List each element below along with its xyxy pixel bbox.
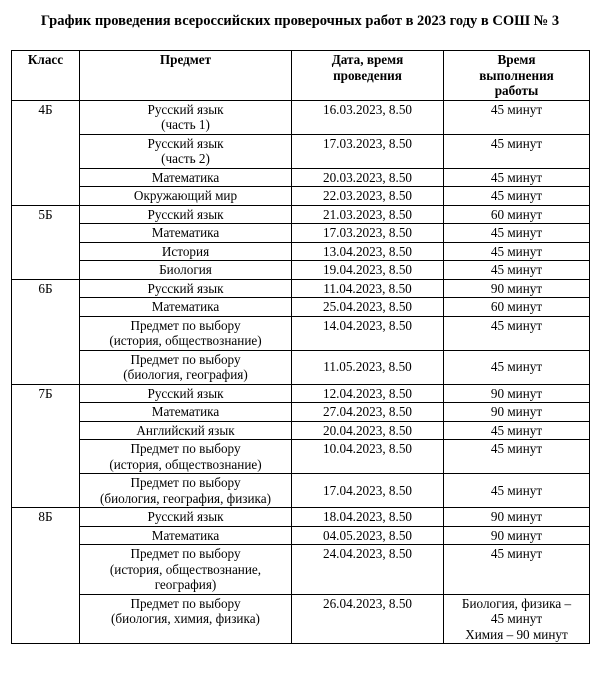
table-row (12, 526, 590, 545)
subject-line: Предмет по выбору (130, 351, 241, 367)
table-row (12, 100, 590, 134)
date-cell: 16.03.2023, 8.50 (292, 100, 444, 134)
duration-cell (444, 224, 590, 243)
subject-line: Русский язык (147, 509, 224, 524)
subject-line: Математика (151, 299, 220, 314)
date-cell: 26.04.2023, 8.50 (292, 594, 444, 644)
subject-line: Русский язык (147, 280, 224, 296)
date-cell: 27.04.2023, 8.50 (292, 403, 444, 422)
subject-cell (80, 261, 292, 280)
date-cell: 21.03.2023, 8.50 (292, 205, 444, 224)
table-row (12, 224, 590, 243)
duration-cell (444, 298, 590, 317)
table-row (12, 421, 590, 440)
subject-cell (80, 242, 292, 261)
subject-line: Предмет по выбору (130, 595, 241, 611)
duration-cell (444, 187, 590, 206)
page-title: График проведения всероссийских проверочных работ в 2023 году в СОШ № 3 (40, 13, 560, 29)
duration-line: 45 минут (490, 317, 543, 333)
subject-cell (80, 440, 292, 474)
date-cell: 11.05.2023, 8.50 (292, 350, 444, 384)
date-cell: 17.04.2023, 8.50 (292, 474, 444, 508)
duration-cell (444, 508, 590, 527)
duration-line: 45 минут (490, 441, 543, 456)
header-row (12, 51, 590, 101)
date-cell: 22.03.2023, 8.50 (292, 187, 444, 206)
duration-cell (444, 421, 590, 440)
subject-line: Английский язык (136, 422, 235, 438)
duration-cell (444, 545, 590, 595)
table-row (12, 594, 590, 644)
table-row (12, 279, 590, 298)
subject-line: (биология, химия, физика) (111, 611, 260, 626)
subject-line: Биология (159, 262, 212, 277)
subject-cell (80, 350, 292, 384)
subject-line: Русский язык (147, 101, 224, 117)
table-row (12, 298, 590, 317)
subject-cell (80, 100, 292, 134)
duration-line: 60 минут (490, 206, 543, 222)
date-cell: 14.04.2023, 8.50 (292, 316, 444, 350)
subject-line: Предмет по выбору (130, 475, 241, 490)
subject-cell (80, 594, 292, 644)
date-cell: 11.04.2023, 8.50 (292, 279, 444, 298)
table-row (12, 261, 590, 280)
subject-line: Математика (151, 404, 220, 419)
duration-line: 45 минут (490, 243, 543, 259)
subject-cell (80, 279, 292, 298)
duration-cell (444, 474, 590, 508)
duration-line: 45 минут (490, 225, 543, 240)
subject-line: Русский язык (147, 385, 224, 401)
schedule-table (11, 50, 590, 644)
duration-line: 90 минут (490, 385, 543, 401)
header-subject: Предмет (80, 51, 292, 101)
table-row (12, 187, 590, 206)
subject-line: История (161, 243, 210, 259)
table-row (12, 205, 590, 224)
table-row (12, 350, 590, 384)
duration-cell (444, 205, 590, 224)
header-date-line: Дата, время (331, 52, 404, 67)
duration-cell (444, 384, 590, 403)
date-cell: 13.04.2023, 8.50 (292, 242, 444, 261)
date-cell: 24.04.2023, 8.50 (292, 545, 444, 595)
class-cell: 7Б (12, 384, 80, 508)
class-cell: 8Б (12, 508, 80, 644)
subject-line: Предмет по выбору (130, 317, 241, 333)
duration-cell (444, 594, 590, 644)
subject-cell (80, 298, 292, 317)
duration-cell (444, 350, 590, 384)
header-class: Класс (12, 51, 80, 101)
duration-line: 45 минут (490, 101, 543, 117)
subject-cell (80, 187, 292, 206)
duration-cell (444, 261, 590, 280)
duration-cell (444, 242, 590, 261)
header-duration-line: Время (497, 52, 536, 67)
subject-line: Математика (151, 527, 220, 543)
duration-line: 45 минут (490, 188, 543, 203)
duration-line: 60 минут (490, 299, 543, 314)
duration-cell (444, 100, 590, 134)
duration-line: Химия – 90 минут (465, 626, 568, 642)
subject-cell (80, 224, 292, 243)
table-row (12, 474, 590, 508)
subject-cell (80, 384, 292, 403)
date-cell: 12.04.2023, 8.50 (292, 384, 444, 403)
duration-cell (444, 168, 590, 187)
header-duration (444, 51, 590, 101)
subject-line: (часть 2) (161, 151, 210, 166)
subject-line: Математика (151, 169, 220, 185)
table-row (12, 440, 590, 474)
date-cell: 19.04.2023, 8.50 (292, 261, 444, 280)
duration-line: 90 минут (490, 509, 543, 524)
table-row (12, 545, 590, 595)
date-cell: 04.05.2023, 8.50 (292, 526, 444, 545)
header-date-line: проведения (333, 67, 402, 83)
table-row (12, 242, 590, 261)
subject-line: Предмет по выбору (130, 546, 241, 561)
duration-line: 90 минут (490, 527, 543, 543)
duration-cell (444, 440, 590, 474)
subject-cell (80, 545, 292, 595)
subject-line: география) (154, 577, 217, 592)
header-date (292, 51, 444, 101)
subject-line: (биология, география, физика) (100, 490, 271, 506)
header-duration-line: работы (494, 83, 539, 98)
subject-line: (история, обществознание) (109, 456, 262, 472)
duration-cell (444, 526, 590, 545)
subject-cell (80, 168, 292, 187)
subject-cell (80, 316, 292, 350)
duration-cell (444, 316, 590, 350)
table-row (12, 316, 590, 350)
table-row (12, 403, 590, 422)
duration-line: 45 минут (490, 135, 543, 151)
schedule-body (12, 100, 590, 644)
duration-line: 45 минут (490, 422, 543, 438)
subject-line: Предмет по выбору (130, 441, 241, 456)
subject-cell (80, 526, 292, 545)
duration-line: 45 минут (490, 546, 543, 561)
duration-line: Биология, физика – (461, 595, 572, 611)
class-cell: 6Б (12, 279, 80, 384)
subject-line: (история, обществознание, (109, 561, 262, 577)
subject-line: Окружающий мир (133, 188, 238, 203)
duration-line: 45 минут (490, 262, 543, 277)
date-cell: 17.03.2023, 8.50 (292, 224, 444, 243)
date-cell: 10.04.2023, 8.50 (292, 440, 444, 474)
duration-line: 45 минут (490, 611, 543, 626)
duration-cell (444, 403, 590, 422)
duration-line: 90 минут (490, 404, 543, 419)
subject-line: (история, обществознание) (109, 333, 262, 348)
duration-line: 90 минут (490, 280, 543, 296)
duration-line: 45 минут (490, 169, 543, 185)
class-cell: 4Б (12, 100, 80, 205)
subject-cell (80, 403, 292, 422)
date-cell: 18.04.2023, 8.50 (292, 508, 444, 527)
class-cell: 5Б (12, 205, 80, 279)
table-row (12, 384, 590, 403)
duration-line: 45 минут (490, 482, 543, 498)
date-cell: 25.04.2023, 8.50 (292, 298, 444, 317)
subject-cell (80, 508, 292, 527)
subject-line: (часть 1) (161, 117, 210, 132)
duration-cell (444, 134, 590, 168)
subject-line: (биология, география) (123, 367, 248, 382)
header-duration-line: выполнения (479, 67, 554, 83)
duration-line: 45 минут (490, 359, 543, 375)
subject-cell (80, 421, 292, 440)
subject-line: Русский язык (147, 206, 224, 222)
table-row (12, 134, 590, 168)
date-cell: 20.04.2023, 8.50 (292, 421, 444, 440)
date-cell: 20.03.2023, 8.50 (292, 168, 444, 187)
subject-line: Русский язык (147, 135, 224, 151)
subject-cell (80, 205, 292, 224)
subject-line: Математика (151, 225, 220, 240)
table-row (12, 508, 590, 527)
date-cell: 17.03.2023, 8.50 (292, 134, 444, 168)
subject-cell (80, 474, 292, 508)
table-row (12, 168, 590, 187)
duration-cell (444, 279, 590, 298)
subject-cell (80, 134, 292, 168)
